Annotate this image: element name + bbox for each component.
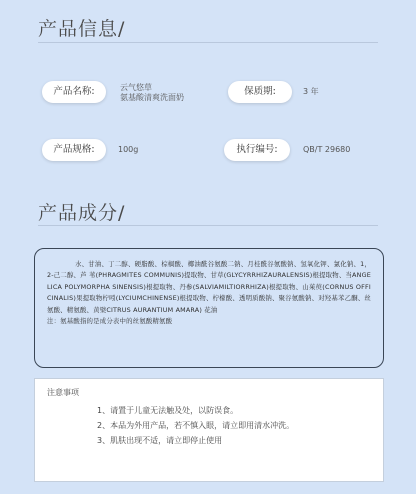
standard-value: QB/T 29680 <box>303 145 351 154</box>
spec-value: 100g <box>118 145 139 154</box>
ingredients-box <box>34 248 384 368</box>
ingredients-footnote: 注：氨基酸指的是成分表中的丝氨酸精氨酸 <box>47 317 173 326</box>
product-name-line2: 氨基酸清爽洗面奶 <box>120 93 184 102</box>
notice-item: 3、肌肤出现不适，请立即停止使用 <box>97 436 223 445</box>
shelf-life-label-pill: 保质期: <box>228 81 292 103</box>
standard-label-pill: 执行编号: <box>224 139 290 161</box>
ingredients-divider <box>38 225 378 226</box>
product-name-value <box>120 83 184 103</box>
notice-item: 2、本品为外用产品，若不慎入眼，请立即用清水冲洗。 <box>97 421 295 430</box>
shelf-life-value: 3 年 <box>303 87 319 96</box>
notice-item: 1、请置于儿童无法触及处，以防误食。 <box>97 406 239 415</box>
notice-title: 注意事项 <box>47 388 79 397</box>
product-name-line1: 云气悠草 <box>120 83 152 92</box>
product-info-divider <box>38 42 378 43</box>
ingredients-text: 水、甘油、丁二醇、硬脂酸、棕榈酸、椰油酰谷氨酸二钠、月桂酰谷氨酸钠、氢氧化钾、氯化钠、1，2-己二醇、芦 苇(PHRAGMITES COMMUNIS)提取物、甘草(GLYCYRRHIZAURALENSIS)根提取物、当ANGELICA POLYMORPHA SINENSIS)根提取物、丹参(SALVIAMILTIORRHIZA)根提取物、山茱萸(CORNUS OFFICINALIS)果提取物柠吲(LYCIUMCHINENSE)根提取物、柠檬酸、透明质酸钠、聚谷氨酸钠、对羟基苯乙酮、丝氨酸、精氨酸、黄檗CITRUS AURANTIUM AMARA) 花油 <box>47 260 371 314</box>
spec-label-pill: 产品规格: <box>42 139 106 161</box>
product-info-title: 产品信息/ <box>38 18 126 40</box>
ingredients-list <box>47 259 371 316</box>
name-label-pill: 产品名称: <box>42 81 106 103</box>
notice-box <box>34 378 384 482</box>
ingredients-title: 产品成分/ <box>38 202 126 224</box>
